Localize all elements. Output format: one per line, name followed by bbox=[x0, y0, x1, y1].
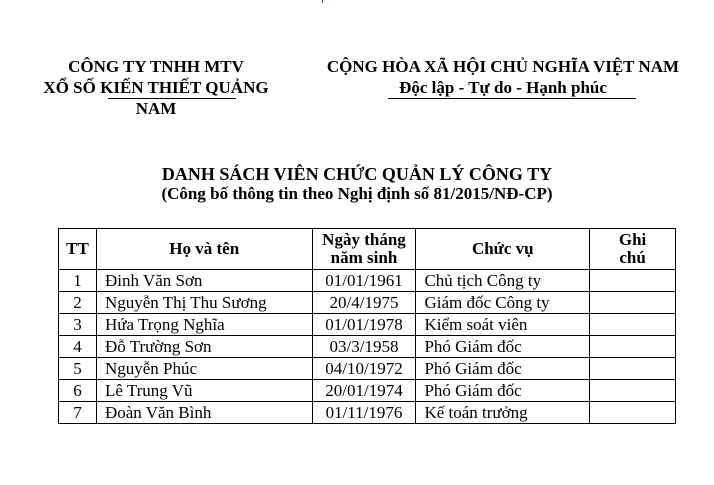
document-subtitle: (Công bố thông tin theo Nghị định số 81/2015/NĐ-CP) bbox=[161, 184, 553, 203]
row-note bbox=[590, 336, 676, 358]
row-tt: 6 bbox=[59, 380, 97, 402]
header-tt: TT bbox=[59, 229, 97, 270]
row-tt: 2 bbox=[59, 292, 97, 314]
row-dob: 03/3/1958 bbox=[312, 336, 416, 358]
header-name: Họ và tên bbox=[96, 229, 312, 270]
row-name: Lê Trung Vũ bbox=[96, 380, 312, 402]
company-line-2: XỔ SỐ KIẾN THIẾT QUẢNG NAM bbox=[43, 78, 269, 118]
row-note bbox=[590, 380, 676, 402]
row-dob: 01/01/1978 bbox=[312, 314, 416, 336]
header-note-line1: Ghi bbox=[618, 230, 647, 249]
company-header bbox=[22, 56, 290, 119]
table-row bbox=[59, 358, 676, 380]
header-note-line2: chú bbox=[619, 248, 646, 267]
row-position: Phó Giám đốc bbox=[416, 380, 590, 402]
header-dob bbox=[312, 229, 416, 270]
row-position: Giám đốc Công ty bbox=[416, 292, 590, 314]
row-dob: 04/10/1972 bbox=[312, 358, 416, 380]
row-tt: 1 bbox=[59, 270, 97, 292]
row-name: Nguyễn Thị Thu Sương bbox=[96, 292, 312, 314]
row-position: Phó Giám đốc bbox=[416, 336, 590, 358]
table-row bbox=[59, 402, 676, 424]
row-name: Đinh Văn Sơn bbox=[96, 270, 312, 292]
row-name: Đỗ Trường Sơn bbox=[96, 336, 312, 358]
header-position: Chức vụ bbox=[416, 229, 590, 270]
row-note bbox=[590, 358, 676, 380]
row-note bbox=[590, 270, 676, 292]
document-title: DANH SÁCH VIÊN CHỨC QUẢN LÝ CÔNG TY bbox=[161, 164, 553, 184]
table-row bbox=[59, 292, 676, 314]
table-row bbox=[59, 380, 676, 402]
row-dob: 20/4/1975 bbox=[312, 292, 416, 314]
decorative-dot bbox=[322, 0, 323, 3]
header-dob-line2: năm sinh bbox=[330, 248, 398, 267]
row-tt: 4 bbox=[59, 336, 97, 358]
managers-table bbox=[58, 228, 676, 424]
row-position: Kiểm soát viên bbox=[416, 314, 590, 336]
table-header-row bbox=[59, 229, 676, 270]
row-tt: 5 bbox=[59, 358, 97, 380]
row-position: Kế toán trưởng bbox=[416, 402, 590, 424]
row-tt: 7 bbox=[59, 402, 97, 424]
row-dob: 01/11/1976 bbox=[312, 402, 416, 424]
table-row bbox=[59, 336, 676, 358]
row-name: Nguyễn Phúc bbox=[96, 358, 312, 380]
national-header bbox=[318, 56, 688, 98]
row-tt: 3 bbox=[59, 314, 97, 336]
company-underline bbox=[108, 98, 236, 99]
row-position: Chủ tịch Công ty bbox=[416, 270, 590, 292]
national-motto-2: Độc lập - Tự do - Hạnh phúc bbox=[399, 78, 607, 97]
row-dob: 01/01/1961 bbox=[312, 270, 416, 292]
row-note bbox=[590, 402, 676, 424]
row-note bbox=[590, 314, 676, 336]
row-name: Đoàn Văn Bình bbox=[96, 402, 312, 424]
row-position: Phó Giám đốc bbox=[416, 358, 590, 380]
table-row bbox=[59, 314, 676, 336]
row-name: Hứa Trọng Nghĩa bbox=[96, 314, 312, 336]
table-row bbox=[59, 270, 676, 292]
row-dob: 20/01/1974 bbox=[312, 380, 416, 402]
company-line-1: CÔNG TY TNHH MTV bbox=[68, 57, 244, 76]
header-dob-line1: Ngày tháng bbox=[322, 230, 406, 249]
header-note bbox=[590, 229, 676, 270]
motto-underline bbox=[388, 98, 636, 99]
national-motto-1: CỘNG HÒA XÃ HỘI CHỦ NGHĨA VIỆT NAM bbox=[326, 57, 680, 76]
row-note bbox=[590, 292, 676, 314]
